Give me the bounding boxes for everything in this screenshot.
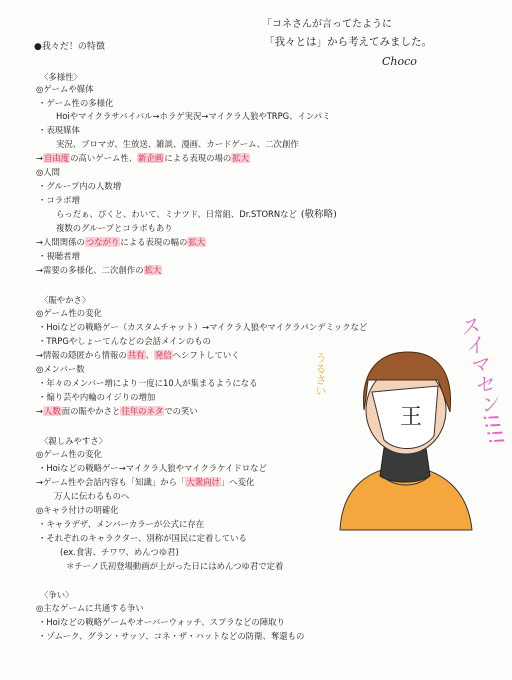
document-title: ●我々だ！の特徴 <box>34 42 105 52</box>
familiar-line-6: ・キャラデザ、メンバーカラーが公式に存在 <box>38 519 205 529</box>
lively-line-4 <box>36 350 240 361</box>
lively-line-6: ・年々のメンバー増により一度に10人が集まるようになる <box>38 378 258 388</box>
diversity-line-11: 複数のグループとコラボもあり <box>56 223 173 233</box>
diversity-line-13: ・視聴者増 <box>38 251 80 261</box>
diversity-line-3: Hoiやマイクラサバイバル→ホラゲ実況→マイクラ人狼やTRPG、インパミ <box>56 111 331 121</box>
highlight-expansion: 拡大 <box>144 265 162 275</box>
lively-line-1: ◎ゲーム性の変化 <box>36 308 102 318</box>
highlight-expansion: 拡大 <box>188 237 206 247</box>
text-segment: による表現の幅の <box>120 237 188 247</box>
text-segment: の高いゲーム性、 <box>70 153 138 163</box>
diversity-line-9: ・コラボ増 <box>38 195 80 205</box>
section-heading-diversity: 〈多様性〉 <box>40 72 82 82</box>
diversity-line-7: ◎人間 <box>36 167 61 177</box>
shout-text-sorry: スイマセン!!!! <box>453 313 510 448</box>
familiar-line-2: ・Hoiなどの戦略ゲー→マイクラ人狼やマイクラケイドロなど <box>38 463 267 473</box>
lively-line-2: ・Hoiなどの戦略ゲー（カスタムチャット）→マイクラ人狼やマイクラパンデミックなど <box>38 322 368 332</box>
familiar-line-7: ・それぞれのキャラクター、別称が国民に定着している <box>38 533 247 543</box>
highlight-broadcast: 発信 <box>154 350 172 360</box>
lively-line-7: ・煽り芸や内輪のイジりの増加 <box>38 392 156 402</box>
handwritten-note-line-1: 「コネさんが言ってたように <box>262 19 392 30</box>
section-heading-familiar: 〈親しみやすさ〉 <box>40 436 107 446</box>
diversity-line-12 <box>36 237 206 248</box>
text-segment: 面の賑やかさと <box>61 406 121 416</box>
text-segment: →人間関係の <box>36 237 85 247</box>
conflict-line-3: ・ゾムーク、グラン・サッソ、コネ・ザ・ハットなどの防衛、奪還もの <box>38 631 305 641</box>
diversity-line-6 <box>36 153 250 164</box>
diversity-line-2: ・ゲーム性の多様化 <box>38 98 114 108</box>
familiar-line-8: (ex.食害、チワワ、めんつゆ君) <box>60 547 179 557</box>
handwritten-aside: (敬称略) <box>300 209 337 220</box>
highlight-running-jokes: 往年のネタ <box>121 406 164 416</box>
highlight-new-project: 新企画 <box>138 153 164 163</box>
highlight-freedom: 自由度 <box>44 153 70 163</box>
familiar-line-3 <box>36 477 254 488</box>
highlight-mass-appeal: 大衆向け <box>186 477 220 487</box>
highlight-headcount: 人数 <box>44 406 61 416</box>
text-segment: での笑い <box>164 406 198 416</box>
lively-line-8 <box>36 406 198 417</box>
mask-glyph: 王 <box>400 405 423 430</box>
familiar-line-4: 万人に伝わるものへ <box>54 491 130 501</box>
section-heading-conflict: 〈争い〉 <box>40 590 74 600</box>
familiar-line-1: ◎ゲーム性の変化 <box>36 449 102 459</box>
conflict-line-1: ◎主なゲームに共通する争い <box>36 603 144 613</box>
text-segment: → <box>36 406 44 416</box>
diversity-line-5: 実況、ブロマガ、生放送、雑談、漫画、カードゲーム、二次創作 <box>56 139 299 149</box>
diversity-line-8: ・グループ内の人数増 <box>38 181 122 191</box>
lively-line-5: ◎メンバー数 <box>36 364 85 374</box>
character-illustration <box>326 340 484 530</box>
diversity-line-1: ◎ゲームや媒体 <box>36 84 94 94</box>
text-segment: へシフトしていく <box>172 350 240 360</box>
diversity-line-4: ・表現媒体 <box>38 125 80 135</box>
conflict-line-2: ・Hoiなどの戦略ゲームやオーバーウォッチ、スプラなどの陣取り <box>38 617 285 627</box>
text-segment: 」へ変化 <box>220 477 255 487</box>
text-segment: →ゲーム性や会話内容も「知識」から「 <box>36 477 186 487</box>
side-text-noisy: うるさい <box>314 352 327 396</box>
author-signature: Choco <box>382 55 417 68</box>
text-segment: →需要の多様化、二次創作の <box>36 265 144 275</box>
arrow-text: → <box>36 153 44 163</box>
familiar-line-9: ＊チーノ氏初登場動画が上がった日にはめんつゆ君で定着 <box>66 561 284 571</box>
lively-line-3: ・TRPGやしょーてんなどの会話メインのもの <box>38 336 212 346</box>
handwritten-note-line-2: 「我々とは」から考えてみました。 <box>264 36 432 48</box>
highlight-expansion: 拡大 <box>232 153 250 163</box>
diversity-line-10 <box>56 209 337 220</box>
familiar-line-5: ◎キャラ付けの明確化 <box>36 505 119 515</box>
text-segment: 、 <box>145 350 154 360</box>
text-segment: らっだぁ、ぴくと、わいて、ミナツド、日常組、Dr.STORNなど <box>56 209 297 219</box>
text-segment: による表現の場の <box>164 153 232 163</box>
section-heading-lively: 〈賑やかさ〉 <box>40 295 91 305</box>
highlight-connection: つながり <box>85 237 120 247</box>
diversity-line-14 <box>36 265 162 276</box>
highlight-sharing: 共有 <box>127 350 145 360</box>
text-segment: →情報の隠匿から情報の <box>36 350 127 360</box>
